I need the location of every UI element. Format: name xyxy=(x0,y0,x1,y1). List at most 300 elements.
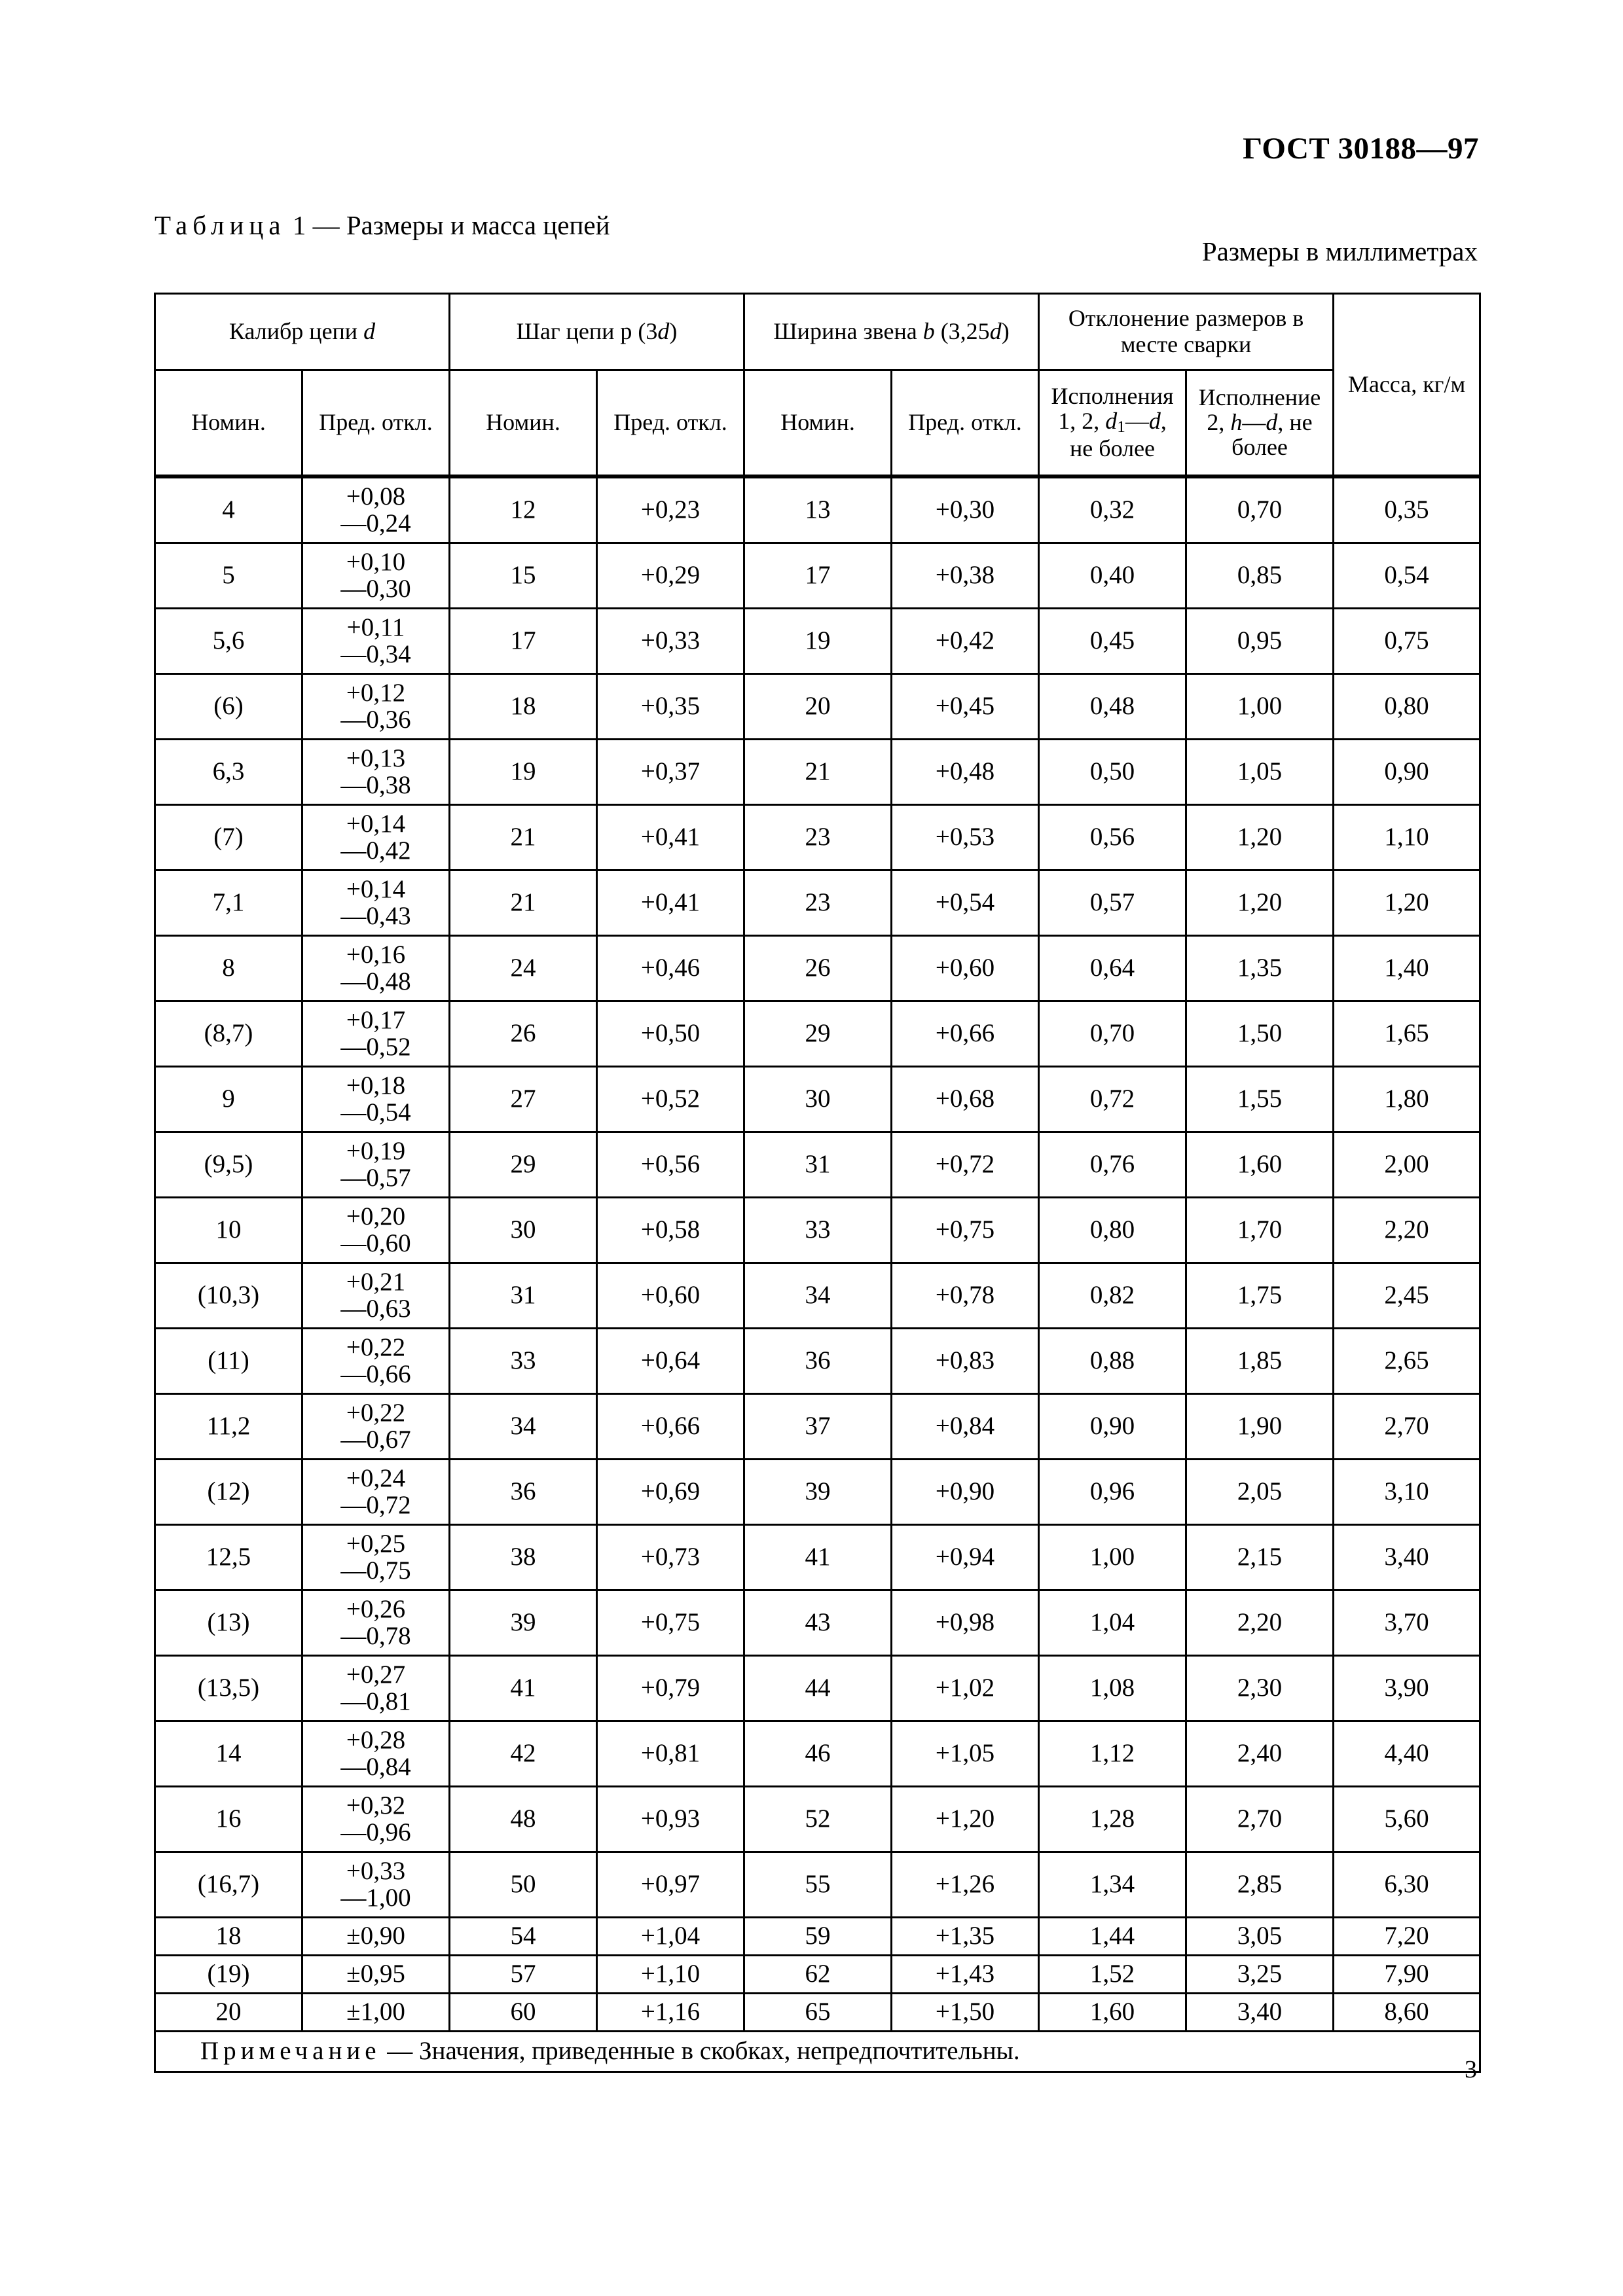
tolerance-lower: —0,48 xyxy=(340,967,411,996)
caliber-tolerance-cell xyxy=(302,1132,450,1198)
width-nominal-cell: 17 xyxy=(744,543,892,609)
caliber-tolerance-cell xyxy=(302,543,450,609)
caliber-tolerance-cell xyxy=(302,1956,450,1994)
tolerance-upper: +0,17 xyxy=(346,1005,406,1034)
tolerance-lower: —0,34 xyxy=(340,639,411,668)
table-row xyxy=(155,1525,1480,1590)
caliber-tolerance-cell xyxy=(302,1656,450,1721)
mass-cell: 2,65 xyxy=(1334,1329,1480,1394)
caliber-nominal-cell: 5,6 xyxy=(155,609,302,674)
mass-cell: 4,40 xyxy=(1334,1721,1480,1787)
tolerance-lower: —0,60 xyxy=(340,1229,411,1257)
tolerance-lower: —0,75 xyxy=(340,1556,411,1585)
pitch-nominal-cell: 21 xyxy=(450,870,597,936)
header-pitch-tolerance: Пред. откл. xyxy=(597,370,744,477)
table-row xyxy=(155,1590,1480,1656)
deviation-exec1-cell: 0,76 xyxy=(1039,1132,1186,1198)
tolerance-upper: +0,20 xyxy=(346,1202,406,1230)
tolerance-upper: +0,10 xyxy=(346,547,406,576)
header-execution-2: Исполнение 2, h—d, не более xyxy=(1186,370,1334,477)
width-nominal-cell: 65 xyxy=(744,1994,892,2032)
width-nominal-cell: 23 xyxy=(744,805,892,870)
caliber-nominal-cell: 20 xyxy=(155,1994,302,2032)
header-pitch: Шаг цепи р (3d) xyxy=(450,294,744,370)
caliber-nominal-cell: 6,3 xyxy=(155,740,302,805)
caliber-nominal-cell: (13) xyxy=(155,1590,302,1656)
caliber-tolerance-cell xyxy=(302,609,450,674)
width-nominal-cell: 31 xyxy=(744,1132,892,1198)
tolerance-upper: +0,18 xyxy=(346,1071,406,1100)
deviation-exec2-cell: 3,25 xyxy=(1186,1956,1334,1994)
deviation-exec1-cell: 0,90 xyxy=(1039,1394,1186,1460)
width-nominal-cell: 52 xyxy=(744,1787,892,1852)
tolerance-upper: +0,22 xyxy=(346,1333,406,1361)
deviation-exec1-cell: 1,28 xyxy=(1039,1787,1186,1852)
pitch-tolerance-cell: +1,04 xyxy=(597,1918,744,1956)
caliber-nominal-cell: 18 xyxy=(155,1918,302,1956)
tolerance-upper: +0,14 xyxy=(346,809,406,838)
caliber-tolerance-cell xyxy=(302,476,450,543)
header-weld-deviation: Отклонение размеров в месте сварки xyxy=(1039,294,1334,370)
pitch-tolerance-cell: +0,73 xyxy=(597,1525,744,1590)
tolerance-upper: +0,26 xyxy=(346,1594,406,1623)
mass-cell: 7,90 xyxy=(1334,1956,1480,1994)
table-body xyxy=(155,476,1480,2032)
pitch-tolerance-cell: +0,60 xyxy=(597,1263,744,1329)
caliber-tolerance-cell xyxy=(302,1460,450,1525)
mass-cell: 3,90 xyxy=(1334,1656,1480,1721)
caliber-nominal-cell: 9 xyxy=(155,1067,302,1132)
deviation-exec2-cell: 1,75 xyxy=(1186,1263,1334,1329)
mass-cell: 3,10 xyxy=(1334,1460,1480,1525)
header-mass: Масса, кг/м xyxy=(1334,294,1480,477)
deviation-exec2-cell: 2,05 xyxy=(1186,1460,1334,1525)
deviation-exec1-cell: 1,44 xyxy=(1039,1918,1186,1956)
caliber-nominal-cell: 8 xyxy=(155,936,302,1001)
pitch-nominal-cell: 39 xyxy=(450,1590,597,1656)
pitch-nominal-cell: 42 xyxy=(450,1721,597,1787)
tolerance-upper: +0,11 xyxy=(346,613,405,641)
tolerance-upper: ±0,90 xyxy=(346,1922,405,1950)
note-text: — Значения, приведенные в скобках, непредпочтительны. xyxy=(380,2037,1020,2066)
caliber-tolerance-cell xyxy=(302,1852,450,1918)
pitch-tolerance-cell: +0,50 xyxy=(597,1001,744,1067)
caliber-nominal-cell: (19) xyxy=(155,1956,302,1994)
caliber-tolerance-cell xyxy=(302,674,450,740)
tolerance-upper: +0,08 xyxy=(346,482,406,511)
pitch-nominal-cell: 33 xyxy=(450,1329,597,1394)
width-nominal-cell: 30 xyxy=(744,1067,892,1132)
width-nominal-cell: 23 xyxy=(744,870,892,936)
pitch-tolerance-cell: +1,16 xyxy=(597,1994,744,2032)
deviation-exec2-cell: 1,20 xyxy=(1186,805,1334,870)
deviation-exec2-cell: 2,30 xyxy=(1186,1656,1334,1721)
deviation-exec2-cell: 1,00 xyxy=(1186,674,1334,740)
caliber-tolerance-cell xyxy=(302,1198,450,1263)
width-tolerance-cell: +1,26 xyxy=(892,1852,1039,1918)
table-row xyxy=(155,1852,1480,1918)
tolerance-lower: —0,42 xyxy=(340,836,411,865)
tolerance-upper: +0,25 xyxy=(346,1529,406,1558)
table-row xyxy=(155,1956,1480,1994)
width-nominal-cell: 46 xyxy=(744,1721,892,1787)
pitch-tolerance-cell: +0,52 xyxy=(597,1067,744,1132)
header-execution-1-2: Исполнения 1, 2, $d_1—d$, не более xyxy=(1039,370,1186,477)
width-nominal-cell: 19 xyxy=(744,609,892,674)
pitch-tolerance-cell: +0,41 xyxy=(597,805,744,870)
caliber-nominal-cell: 11,2 xyxy=(155,1394,302,1460)
width-nominal-cell: 34 xyxy=(744,1263,892,1329)
mass-cell: 5,60 xyxy=(1334,1787,1480,1852)
caliber-tolerance-cell xyxy=(302,740,450,805)
caliber-tolerance-cell xyxy=(302,1329,450,1394)
tolerance-lower: —0,63 xyxy=(340,1294,411,1323)
width-tolerance-cell: +1,05 xyxy=(892,1721,1039,1787)
table-row xyxy=(155,740,1480,805)
caliber-tolerance-cell xyxy=(302,1918,450,1956)
document-code: ГОСТ 30188—97 xyxy=(1243,132,1479,166)
tolerance-lower: —0,43 xyxy=(340,901,411,930)
deviation-exec2-cell: 1,85 xyxy=(1186,1329,1334,1394)
width-nominal-cell: 33 xyxy=(744,1198,892,1263)
pitch-nominal-cell: 60 xyxy=(450,1994,597,2032)
pitch-nominal-cell: 21 xyxy=(450,805,597,870)
tolerance-upper: +0,12 xyxy=(346,678,406,707)
mass-cell: 0,80 xyxy=(1334,674,1480,740)
table-row xyxy=(155,1394,1480,1460)
table-row xyxy=(155,1001,1480,1067)
deviation-exec1-cell: 1,52 xyxy=(1039,1956,1186,1994)
table-row xyxy=(155,1460,1480,1525)
pitch-tolerance-cell: +0,97 xyxy=(597,1852,744,1918)
header-width-nominal: Номин. xyxy=(744,370,892,477)
width-tolerance-cell: +0,84 xyxy=(892,1394,1039,1460)
caliber-nominal-cell: (12) xyxy=(155,1460,302,1525)
width-nominal-cell: 26 xyxy=(744,936,892,1001)
tolerance-lower: —0,84 xyxy=(340,1752,411,1781)
mass-cell: 8,60 xyxy=(1334,1994,1480,2032)
deviation-exec2-cell: 0,85 xyxy=(1186,543,1334,609)
pitch-tolerance-cell: +0,35 xyxy=(597,674,744,740)
width-nominal-cell: 62 xyxy=(744,1956,892,1994)
deviation-exec1-cell: 1,60 xyxy=(1039,1994,1186,2032)
tolerance-upper: +0,13 xyxy=(346,744,406,772)
table-row xyxy=(155,1994,1480,2032)
tolerance-upper: +0,16 xyxy=(346,940,406,969)
caliber-nominal-cell: 16 xyxy=(155,1787,302,1852)
caliber-nominal-cell: 4 xyxy=(155,476,302,543)
tolerance-lower: —0,54 xyxy=(340,1098,411,1126)
tolerance-upper: +0,21 xyxy=(346,1267,406,1296)
tolerance-lower: —0,81 xyxy=(340,1687,411,1715)
pitch-nominal-cell: 18 xyxy=(450,674,597,740)
tolerance-upper: +0,27 xyxy=(346,1660,406,1689)
pitch-nominal-cell: 19 xyxy=(450,740,597,805)
width-tolerance-cell: +0,45 xyxy=(892,674,1039,740)
pitch-tolerance-cell: +0,46 xyxy=(597,936,744,1001)
deviation-exec1-cell: 0,96 xyxy=(1039,1460,1186,1525)
caliber-nominal-cell: (10,3) xyxy=(155,1263,302,1329)
mass-cell: 1,20 xyxy=(1334,870,1480,936)
tolerance-lower: —0,96 xyxy=(340,1818,411,1846)
width-nominal-cell: 44 xyxy=(744,1656,892,1721)
pitch-nominal-cell: 24 xyxy=(450,936,597,1001)
tolerance-lower: —0,36 xyxy=(340,705,411,734)
deviation-exec1-cell: 1,12 xyxy=(1039,1721,1186,1787)
caliber-tolerance-cell xyxy=(302,1001,450,1067)
width-nominal-cell: 41 xyxy=(744,1525,892,1590)
deviation-exec2-cell: 1,35 xyxy=(1186,936,1334,1001)
width-tolerance-cell: +0,98 xyxy=(892,1590,1039,1656)
pitch-nominal-cell: 57 xyxy=(450,1956,597,1994)
caliber-tolerance-cell xyxy=(302,1394,450,1460)
deviation-exec1-cell: 0,40 xyxy=(1039,543,1186,609)
tolerance-upper: +0,19 xyxy=(346,1136,406,1165)
table-row xyxy=(155,870,1480,936)
tolerance-lower: —0,38 xyxy=(340,770,411,799)
mass-cell: 3,40 xyxy=(1334,1525,1480,1590)
table-row xyxy=(155,609,1480,674)
pitch-tolerance-cell: +0,64 xyxy=(597,1329,744,1394)
pitch-tolerance-cell: +0,79 xyxy=(597,1656,744,1721)
mass-cell: 2,00 xyxy=(1334,1132,1480,1198)
width-tolerance-cell: +0,83 xyxy=(892,1329,1039,1394)
deviation-exec1-cell: 0,82 xyxy=(1039,1263,1186,1329)
pitch-nominal-cell: 15 xyxy=(450,543,597,609)
tolerance-lower: —0,57 xyxy=(340,1163,411,1192)
pitch-tolerance-cell: +1,10 xyxy=(597,1956,744,1994)
caliber-tolerance-cell xyxy=(302,1994,450,2032)
deviation-exec2-cell: 2,20 xyxy=(1186,1590,1334,1656)
pitch-nominal-cell: 27 xyxy=(450,1067,597,1132)
deviation-exec2-cell: 2,85 xyxy=(1186,1852,1334,1918)
pitch-tolerance-cell: +0,58 xyxy=(597,1198,744,1263)
pitch-tolerance-cell: +0,37 xyxy=(597,740,744,805)
caliber-nominal-cell: 14 xyxy=(155,1721,302,1787)
mass-cell: 0,90 xyxy=(1334,740,1480,805)
width-nominal-cell: 39 xyxy=(744,1460,892,1525)
deviation-exec2-cell: 1,50 xyxy=(1186,1001,1334,1067)
deviation-exec2-cell: 0,70 xyxy=(1186,476,1334,543)
pitch-nominal-cell: 17 xyxy=(450,609,597,674)
width-tolerance-cell: +0,42 xyxy=(892,609,1039,674)
deviation-exec1-cell: 1,04 xyxy=(1039,1590,1186,1656)
width-tolerance-cell: +0,60 xyxy=(892,936,1039,1001)
width-nominal-cell: 55 xyxy=(744,1852,892,1918)
tolerance-lower: —0,30 xyxy=(340,574,411,603)
deviation-exec1-cell: 0,80 xyxy=(1039,1198,1186,1263)
caliber-tolerance-cell xyxy=(302,1787,450,1852)
deviation-exec1-cell: 0,32 xyxy=(1039,476,1186,543)
table-row xyxy=(155,1329,1480,1394)
width-nominal-cell: 29 xyxy=(744,1001,892,1067)
caption-prefix: Таблица xyxy=(155,210,286,240)
table-row xyxy=(155,674,1480,740)
deviation-exec2-cell: 1,90 xyxy=(1186,1394,1334,1460)
width-tolerance-cell: +0,54 xyxy=(892,870,1039,936)
chain-dimensions-table xyxy=(154,293,1481,2073)
table-row xyxy=(155,1263,1480,1329)
width-tolerance-cell: +0,30 xyxy=(892,476,1039,543)
caliber-tolerance-cell xyxy=(302,1721,450,1787)
pitch-tolerance-cell: +0,66 xyxy=(597,1394,744,1460)
table-row xyxy=(155,1132,1480,1198)
deviation-exec1-cell: 0,88 xyxy=(1039,1329,1186,1394)
mass-cell: 2,45 xyxy=(1334,1263,1480,1329)
deviation-exec2-cell: 3,40 xyxy=(1186,1994,1334,2032)
deviation-exec2-cell: 1,70 xyxy=(1186,1198,1334,1263)
mass-cell: 1,10 xyxy=(1334,805,1480,870)
table-row xyxy=(155,1067,1480,1132)
caliber-tolerance-cell xyxy=(302,1525,450,1590)
header-caliber: Калибр цепи d xyxy=(155,294,450,370)
tolerance-upper: +0,32 xyxy=(346,1791,406,1820)
table-row xyxy=(155,936,1480,1001)
caliber-nominal-cell: 12,5 xyxy=(155,1525,302,1590)
caliber-nominal-cell: (13,5) xyxy=(155,1656,302,1721)
deviation-exec2-cell: 1,20 xyxy=(1186,870,1334,936)
width-tolerance-cell: +0,48 xyxy=(892,740,1039,805)
mass-cell: 1,80 xyxy=(1334,1067,1480,1132)
width-nominal-cell: 13 xyxy=(744,476,892,543)
pitch-nominal-cell: 41 xyxy=(450,1656,597,1721)
table-row xyxy=(155,1198,1480,1263)
width-nominal-cell: 59 xyxy=(744,1918,892,1956)
deviation-exec1-cell: 0,72 xyxy=(1039,1067,1186,1132)
tolerance-upper: +0,24 xyxy=(346,1463,406,1492)
width-nominal-cell: 21 xyxy=(744,740,892,805)
tolerance-upper: +0,14 xyxy=(346,874,406,903)
tolerance-upper: ±1,00 xyxy=(346,1998,405,2026)
caliber-nominal-cell: (8,7) xyxy=(155,1001,302,1067)
deviation-exec1-cell: 0,56 xyxy=(1039,805,1186,870)
table-row xyxy=(155,1656,1480,1721)
mass-cell: 6,30 xyxy=(1334,1852,1480,1918)
caliber-nominal-cell: 5 xyxy=(155,543,302,609)
pitch-nominal-cell: 30 xyxy=(450,1198,597,1263)
deviation-exec1-cell: 0,64 xyxy=(1039,936,1186,1001)
pitch-nominal-cell: 54 xyxy=(450,1918,597,1956)
pitch-nominal-cell: 48 xyxy=(450,1787,597,1852)
mass-cell: 1,65 xyxy=(1334,1001,1480,1067)
pitch-nominal-cell: 38 xyxy=(450,1525,597,1590)
tolerance-lower: —0,78 xyxy=(340,1621,411,1650)
mass-cell: 3,70 xyxy=(1334,1590,1480,1656)
caption-number: 1 xyxy=(292,210,306,240)
width-tolerance-cell: +0,94 xyxy=(892,1525,1039,1590)
tolerance-upper: +0,22 xyxy=(346,1398,406,1427)
caliber-nominal-cell: (7) xyxy=(155,805,302,870)
pitch-tolerance-cell: +0,33 xyxy=(597,609,744,674)
width-nominal-cell: 43 xyxy=(744,1590,892,1656)
units-note: Размеры в миллиметрах xyxy=(1201,236,1478,266)
pitch-nominal-cell: 29 xyxy=(450,1132,597,1198)
width-tolerance-cell: +0,75 xyxy=(892,1198,1039,1263)
deviation-exec1-cell: 1,00 xyxy=(1039,1525,1186,1590)
tolerance-upper: ±0,95 xyxy=(346,1960,405,1988)
deviation-exec2-cell: 2,40 xyxy=(1186,1721,1334,1787)
header-width-tolerance: Пред. откл. xyxy=(892,370,1039,477)
deviation-exec2-cell: 1,55 xyxy=(1186,1067,1334,1132)
deviation-exec2-cell: 3,05 xyxy=(1186,1918,1334,1956)
deviation-exec2-cell: 1,60 xyxy=(1186,1132,1334,1198)
pitch-nominal-cell: 36 xyxy=(450,1460,597,1525)
caliber-tolerance-cell xyxy=(302,870,450,936)
caliber-nominal-cell: (9,5) xyxy=(155,1132,302,1198)
width-nominal-cell: 37 xyxy=(744,1394,892,1460)
tolerance-lower: —0,67 xyxy=(340,1425,411,1454)
deviation-exec1-cell: 0,50 xyxy=(1039,740,1186,805)
deviation-exec2-cell: 1,05 xyxy=(1186,740,1334,805)
caliber-tolerance-cell xyxy=(302,936,450,1001)
pitch-tolerance-cell: +0,93 xyxy=(597,1787,744,1852)
header-pitch-nominal: Номин. xyxy=(450,370,597,477)
caliber-nominal-cell: (6) xyxy=(155,674,302,740)
mass-cell: 0,54 xyxy=(1334,543,1480,609)
tolerance-lower: —0,24 xyxy=(340,509,411,537)
deviation-exec1-cell: 0,70 xyxy=(1039,1001,1186,1067)
mass-cell: 0,35 xyxy=(1334,476,1480,543)
deviation-exec1-cell: 0,45 xyxy=(1039,609,1186,674)
pitch-nominal-cell: 12 xyxy=(450,476,597,543)
tolerance-upper: +0,33 xyxy=(346,1856,406,1885)
width-tolerance-cell: +1,20 xyxy=(892,1787,1039,1852)
table-row xyxy=(155,1918,1480,1956)
caliber-nominal-cell: 10 xyxy=(155,1198,302,1263)
caliber-tolerance-cell xyxy=(302,1067,450,1132)
pitch-tolerance-cell: +0,81 xyxy=(597,1721,744,1787)
table-row xyxy=(155,1721,1480,1787)
caption-text: — Размеры и масса цепей xyxy=(306,210,610,240)
note-label: Примечание xyxy=(200,2037,381,2066)
table-note xyxy=(155,2032,1480,2072)
pitch-tolerance-cell: +0,75 xyxy=(597,1590,744,1656)
mass-cell: 7,20 xyxy=(1334,1918,1480,1956)
pitch-tolerance-cell: +0,56 xyxy=(597,1132,744,1198)
page-number: 3 xyxy=(1465,2056,1477,2083)
table-caption xyxy=(155,209,610,241)
tolerance-upper: +0,28 xyxy=(346,1725,406,1754)
width-tolerance-cell: +1,50 xyxy=(892,1994,1039,2032)
width-tolerance-cell: +0,38 xyxy=(892,543,1039,609)
width-tolerance-cell: +0,66 xyxy=(892,1001,1039,1067)
caliber-nominal-cell: 7,1 xyxy=(155,870,302,936)
deviation-exec1-cell: 1,08 xyxy=(1039,1656,1186,1721)
width-tolerance-cell: +1,02 xyxy=(892,1656,1039,1721)
tolerance-lower: —0,66 xyxy=(340,1359,411,1388)
deviation-exec1-cell: 0,48 xyxy=(1039,674,1186,740)
pitch-tolerance-cell: +0,69 xyxy=(597,1460,744,1525)
deviation-exec1-cell: 0,57 xyxy=(1039,870,1186,936)
caliber-tolerance-cell xyxy=(302,805,450,870)
width-tolerance-cell: +0,68 xyxy=(892,1067,1039,1132)
tolerance-lower: —0,52 xyxy=(340,1032,411,1061)
pitch-tolerance-cell: +0,29 xyxy=(597,543,744,609)
mass-cell: 2,20 xyxy=(1334,1198,1480,1263)
pitch-nominal-cell: 34 xyxy=(450,1394,597,1460)
table-row xyxy=(155,543,1480,609)
deviation-exec2-cell: 2,70 xyxy=(1186,1787,1334,1852)
caliber-tolerance-cell xyxy=(302,1590,450,1656)
header-caliber-nominal: Номин. xyxy=(155,370,302,477)
pitch-nominal-cell: 26 xyxy=(450,1001,597,1067)
width-tolerance-cell: +0,78 xyxy=(892,1263,1039,1329)
table-row xyxy=(155,805,1480,870)
caliber-nominal-cell: (11) xyxy=(155,1329,302,1394)
deviation-exec2-cell: 2,15 xyxy=(1186,1525,1334,1590)
tolerance-lower: —0,72 xyxy=(340,1490,411,1519)
caliber-tolerance-cell xyxy=(302,1263,450,1329)
